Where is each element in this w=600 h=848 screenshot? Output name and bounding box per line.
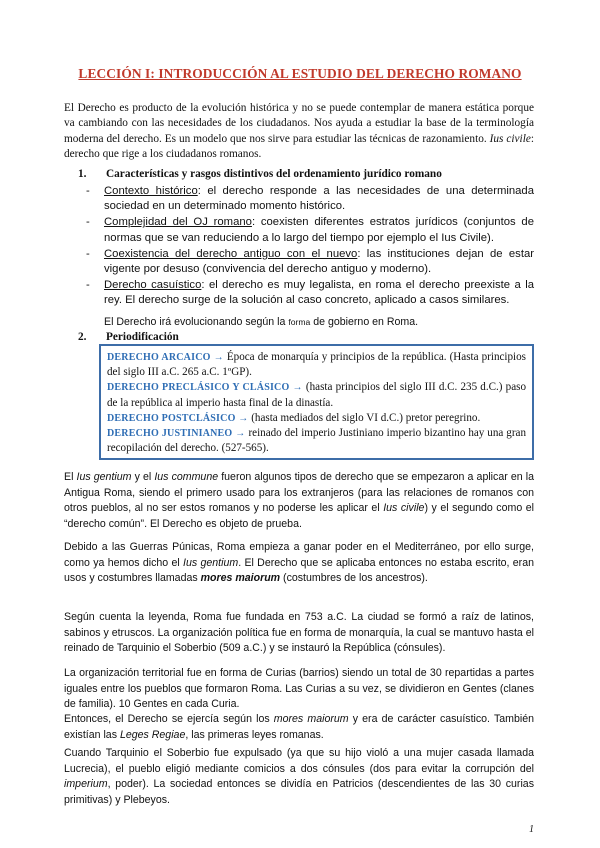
section-2-title: Periodificación xyxy=(106,331,179,343)
dash-bullet-icon: - xyxy=(86,185,90,197)
period-row xyxy=(107,380,526,410)
dash-bullet-icon: - xyxy=(86,279,90,292)
period-label: DERECHO POSTCLÁSICO → xyxy=(107,412,249,424)
p-ius-text: ) y el segundo como el “derecho común”. El Derecho es objeto de prueba. xyxy=(64,502,534,530)
item-text: : el derecho responde a las necesidades de una determinada sociedad en un determinado momento histórico. xyxy=(104,185,535,213)
closing-text-end: de gobierno en Roma. xyxy=(310,316,419,328)
lesson-title: LECCIÓN I: INTRODUCCIÓN AL ESTUDIO DEL DERECHO ROMANO xyxy=(78,66,522,81)
p-ius-term: Ius commune xyxy=(154,471,219,483)
entonces-paragraph xyxy=(64,712,534,743)
intro-text: El Derecho es producto de la evolución histórica y no se puede contemplar de manera estática porque va cambiando con las necesidades de los ciudadanos. Nos ayuda a estudiar la base de la terminología moderna del derecho. Es un modelo que nos sirve para estudiar las técnicas de razonamiento. xyxy=(64,102,534,145)
p-entonces-term: mores maiorum xyxy=(273,713,349,725)
p-ius-text: El xyxy=(64,471,77,483)
period-text: Época de monarquía y principios de la república. (Hasta principios del siglo III a.C. 265 a.C. 1ºGP). xyxy=(107,351,526,379)
list-item xyxy=(86,184,534,214)
item-term: Contexto histórico xyxy=(104,185,198,197)
intro-ius-civile: Ius civile xyxy=(489,132,531,145)
periodization-box xyxy=(99,344,534,460)
guerras-punicas-paragraph xyxy=(64,540,534,587)
period-row xyxy=(107,426,526,456)
intro-text-end: : derecho que rige a los ciudadanos romanos. xyxy=(64,132,534,161)
item-term: Coexistencia del derecho antiguo con el nuevo xyxy=(104,247,358,260)
p-entonces-text: y era de carácter casuístico. También existían las xyxy=(64,713,534,741)
list-item xyxy=(86,215,534,245)
section-2-heading xyxy=(64,331,179,343)
intro-paragraph xyxy=(64,101,534,163)
page-number: 1 xyxy=(529,824,534,835)
section-1-number: 1. xyxy=(78,168,87,180)
section-1-title: Características y rasgos distintivos del ordenamiento jurídico romano xyxy=(106,168,442,180)
list-item xyxy=(86,278,534,308)
list-item xyxy=(86,247,534,277)
period-label: DERECHO ARCAICO → xyxy=(107,352,224,363)
item-text: : coexisten diferentes estratos jurídicos (conjuntos de normas que se van reduciendo a lo largo del tiempo por ejemplo el Ius Civile). xyxy=(104,216,534,244)
p-guerras-text: Debido a las Guerras Púnicas, Roma empieza a ganar poder en el Mediterráneo, por ello surge, como ya hemos dicho el xyxy=(64,541,534,569)
p-guerras-bold-term: mores maiorum xyxy=(200,572,281,585)
period-row xyxy=(107,411,526,426)
section-1-heading xyxy=(64,168,442,180)
p-entonces-term: Leges Regiae xyxy=(119,728,186,741)
p-entonces-text: Entonces, el Derecho se ejercía según los xyxy=(64,713,274,725)
item-term: Derecho casuístico xyxy=(104,279,202,292)
p-ius-term: Ius gentium xyxy=(76,471,132,483)
period-text: (hasta mediados del siglo VI d.C.) pretor peregrino. xyxy=(248,411,481,424)
p-guerras-text: (costumbres de los ancestros). xyxy=(280,572,428,585)
p-ius-term: Ius civile xyxy=(383,502,425,515)
dash-bullet-icon: - xyxy=(86,216,90,229)
dash-bullet-icon: - xyxy=(86,247,90,260)
section-1-list xyxy=(86,184,534,310)
p-tarquinio-term: imperium xyxy=(64,778,108,791)
period-text: (hasta principios del siglo III d.C. 235 d.C.) paso de la república al imperio hasta final de la dinastía. xyxy=(107,381,527,409)
p-guerras-text: . El Derecho que se aplicaba entonces no estaba escrito, eran usos y costumbres llamadas xyxy=(64,556,534,585)
section-2-number: 2. xyxy=(78,331,87,343)
closing-small-word: forma xyxy=(288,317,311,327)
period-label: DERECHO JUSTINIANEO → xyxy=(107,428,246,440)
curias-paragraph: La organización territorial fue en forma de Curias (barrios) siendo un total de 30 repartidas a partes iguales entre los pueblos que formaron Roma. Las Curias a su vez, se dividieron en Gentes (clanes de familia). 10 Gentes en cada Curia. xyxy=(64,667,534,711)
p-ius-text: y el xyxy=(131,471,155,483)
item-text: : las instituciones dejan de estar vigente por desuso (convivencia del derecho antiguo y moderno). xyxy=(104,247,534,276)
p-entonces-text: , las primeras leyes romanas. xyxy=(185,728,324,741)
ius-gentium-paragraph xyxy=(64,470,534,532)
item-term: Complejidad del OJ romano xyxy=(104,216,252,229)
period-row xyxy=(107,350,526,380)
p-tarquinio-text: , poder). La sociedad entonces se dividía en Patricios (descendientes de las 30 curias primitivas) y Plebeyos. xyxy=(64,778,534,806)
p-ius-text: fueron algunos tipos de derecho que se empezaron a aplicar en la Antigua Roma, siendo el primero usado para los extranjeros (para las relaciones de romanos con otros pueblos, al no ser estos romanos y no poderse les aplicar el xyxy=(64,471,535,515)
item-text: : el derecho es muy legalista, en roma el derecho preexiste a la rey. El derecho surge de la solución al caso concreto, aplicado a casos similares. xyxy=(104,279,534,307)
closing-text: El Derecho irá evolucionando según la xyxy=(104,316,289,328)
period-label: DERECHO PRECLÁSICO Y CLÁSICO → xyxy=(107,382,303,394)
section-1-closing xyxy=(104,316,418,328)
leyenda-paragraph: Según cuenta la leyenda, Roma fue fundada en 753 a.C. La ciudad se formó a raíz de latinos, sabinos y etruscos. La organización política fue en forma de monarquía, la cual se mantuvo hasta el reinado de Tarquinio el Soberbio (509 a.C.) y se instauró la República (cónsules). xyxy=(64,611,534,655)
tarquinio-paragraph xyxy=(64,746,534,808)
p-guerras-term: Ius gentium xyxy=(183,556,239,569)
period-text: reinado del imperio Justiniano imperio bizantino hay una gran recopilación del derecho. (527-565). xyxy=(107,427,526,455)
p-tarquinio-text: Cuando Tarquinio el Soberbio fue expulsado (ya que su hijo violó a una mujer casada llamada Lucrecia), el pueblo eligió mediante comicios a dos cónsules (dos para evitar la corrupción del xyxy=(64,747,534,775)
